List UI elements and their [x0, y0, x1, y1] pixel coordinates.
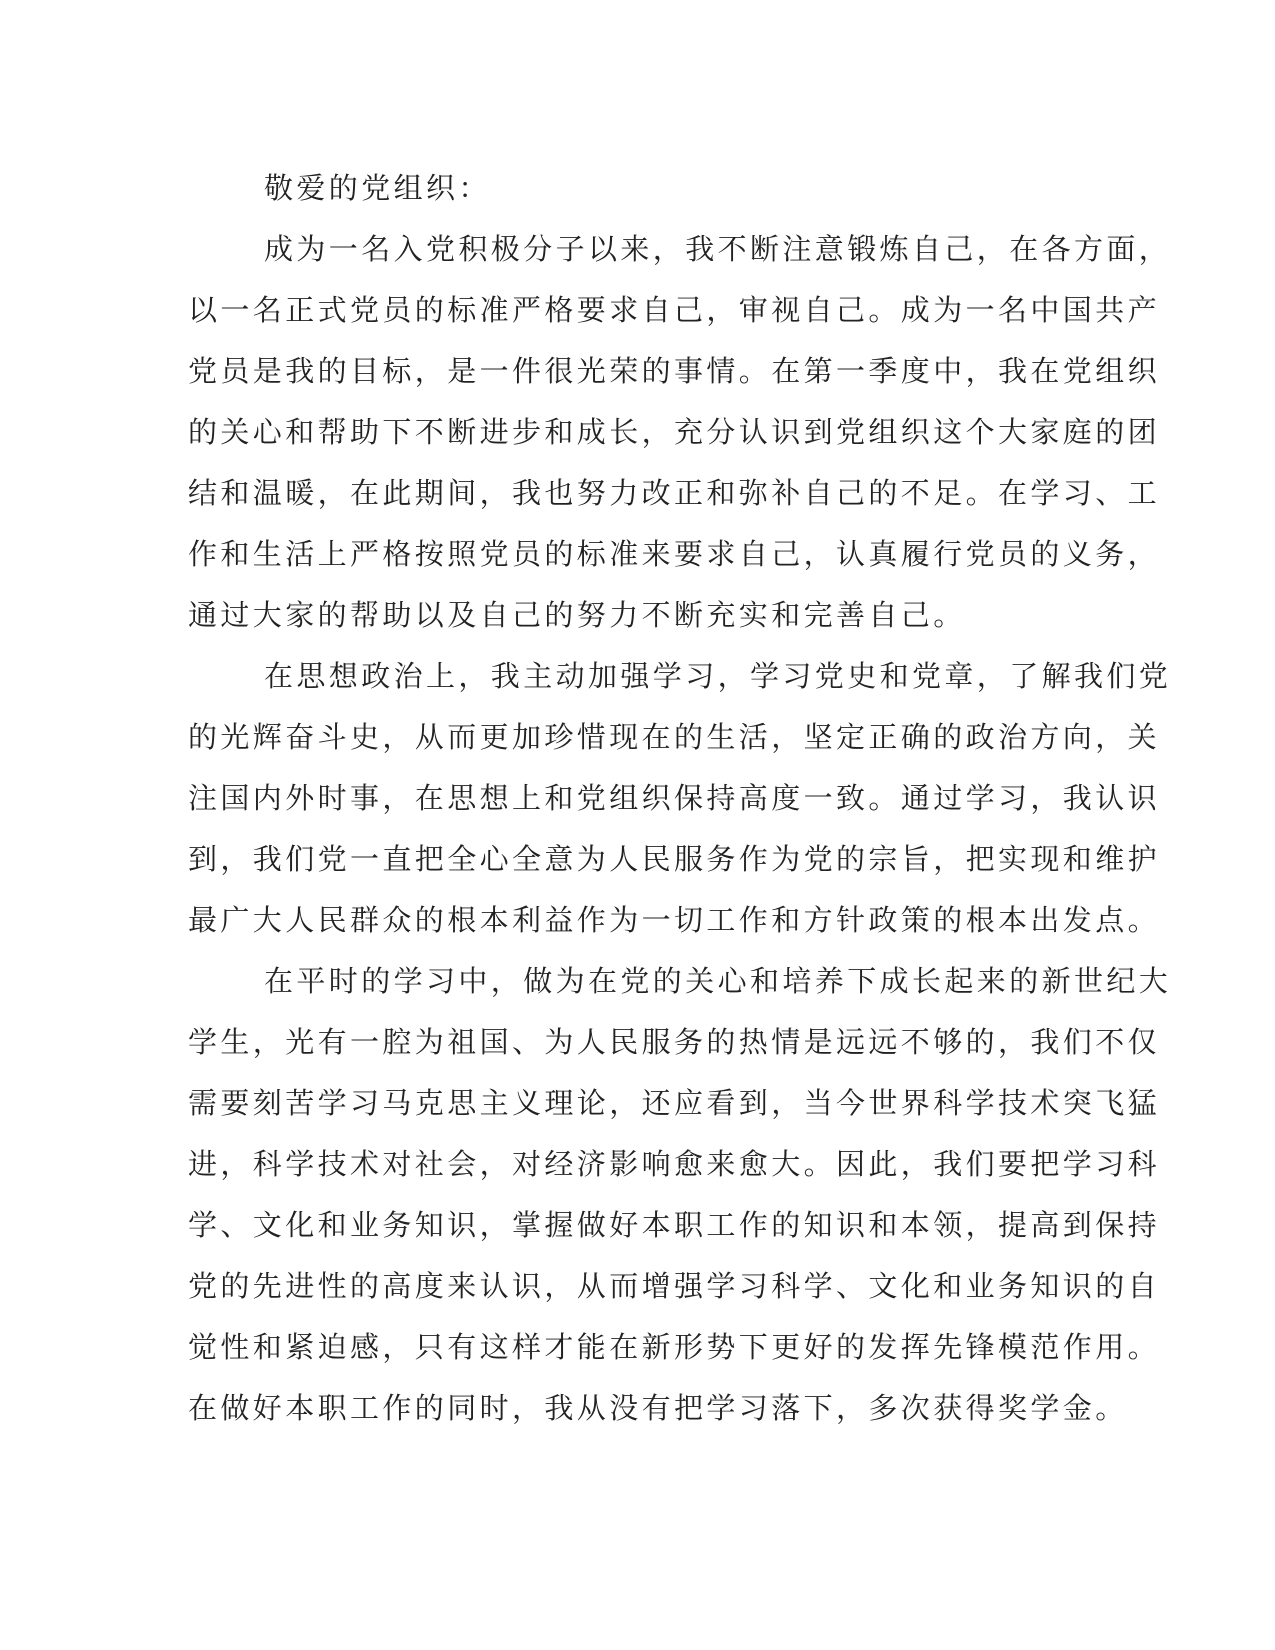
- text-line: 学生，光有一腔为祖国、为人民服务的热情是远远不够的，我们不仅: [188, 1025, 1161, 1059]
- text-line: 的关心和帮助下不断进步和成长，充分认识到党组织这个大家庭的团: [188, 415, 1161, 449]
- text-line: 在思想政治上，我主动加强学习，学习党史和党章，了解我们党: [264, 659, 1172, 693]
- text-line: 最广大人民群众的根本利益作为一切工作和方针政策的根本出发点。: [188, 903, 1161, 937]
- text-line: 的光辉奋斗史，从而更加珍惜现在的生活，坚定正确的政治方向，关: [188, 720, 1161, 754]
- text-line: 到，我们党一直把全心全意为人民服务作为党的宗旨，把实现和维护: [188, 842, 1161, 876]
- text-line: 成为一名入党积极分子以来，我不断注意锻炼自己，在各方面，: [264, 232, 1172, 266]
- letter-body: [188, 158, 1172, 1439]
- text-line: 以一名正式党员的标准严格要求自己，审视自己。成为一名中国共产: [188, 293, 1161, 327]
- salutation: 敬爱的党组织：: [264, 171, 491, 205]
- text-line: 注国内外时事，在思想上和党组织保持高度一致。通过学习，我认识: [188, 781, 1161, 815]
- body-text: [188, 219, 1172, 1439]
- text-line: 学、文化和业务知识，掌握做好本职工作的知识和本领，提高到保持: [188, 1208, 1161, 1242]
- text-line: 作和生活上严格按照党员的标准来要求自己，认真履行党员的义务，: [188, 537, 1161, 571]
- text-line: 党员是我的目标，是一件很光荣的事情。在第一季度中，我在党组织: [188, 354, 1161, 388]
- text-line: 结和温暖，在此期间，我也努力改正和弥补自己的不足。在学习、工: [188, 476, 1161, 510]
- text-line: 在平时的学习中，做为在党的关心和培养下成长起来的新世纪大: [264, 964, 1172, 998]
- text-line: 需要刻苦学习马克思主义理论，还应看到，当今世界科学技术突飞猛: [188, 1086, 1161, 1120]
- text-line: 在做好本职工作的同时，我从没有把学习落下，多次获得奖学金。: [188, 1391, 1128, 1425]
- text-line: 党的先进性的高度来认识，从而增强学习科学、文化和业务知识的自: [188, 1269, 1161, 1303]
- text-line: 进，科学技术对社会，对经济影响愈来愈大。因此，我们要把学习科: [188, 1147, 1161, 1181]
- text-line: 通过大家的帮助以及自己的努力不断充实和完善自己。: [188, 598, 966, 632]
- text-line: 觉性和紧迫感，只有这样才能在新形势下更好的发挥先锋模范作用。: [188, 1330, 1161, 1364]
